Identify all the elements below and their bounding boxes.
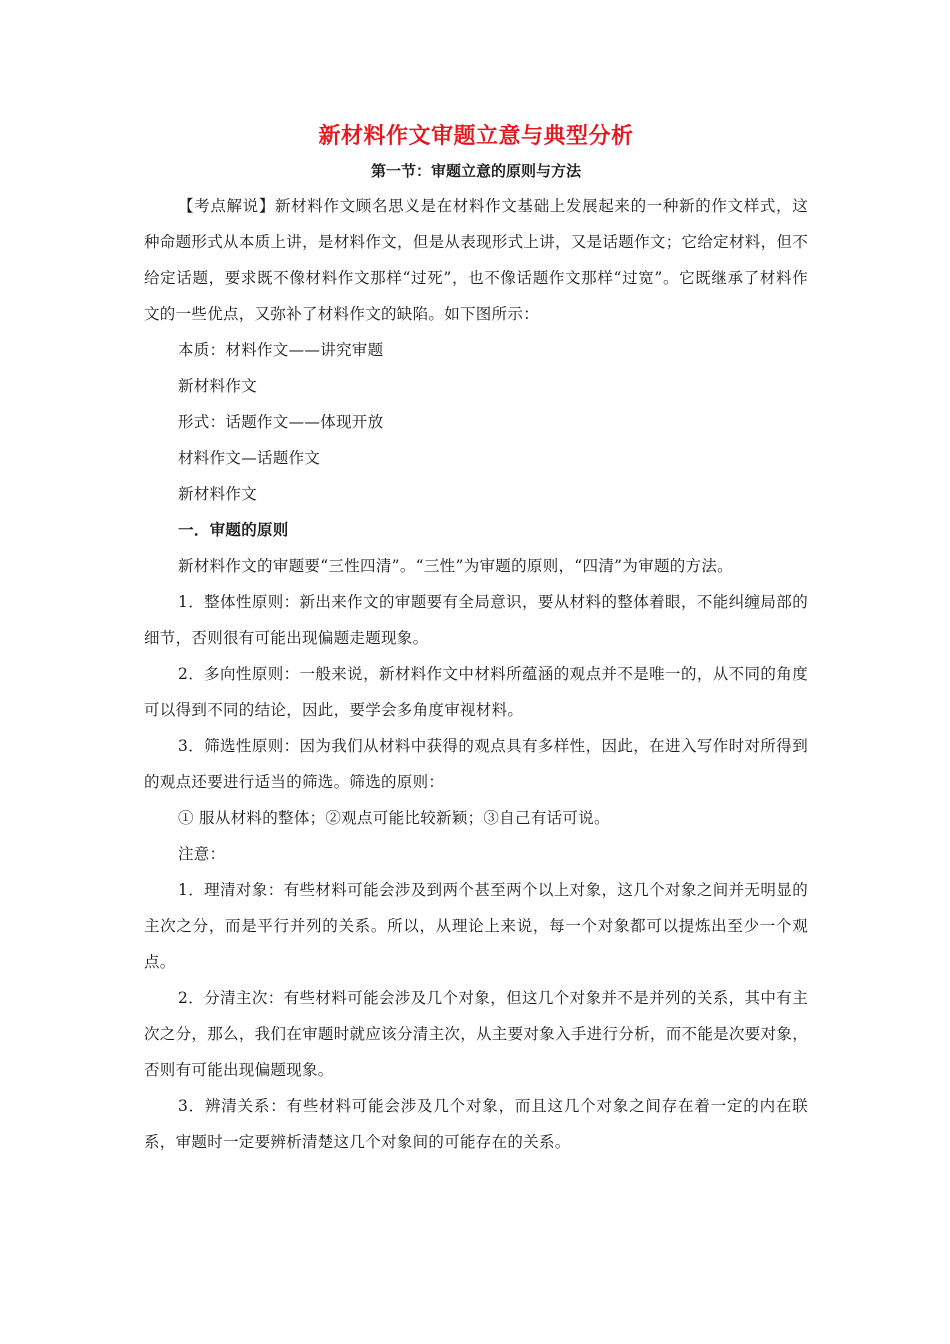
principle-item: 2．多向性原则：一般来说，新材料作文中材料所蕴涵的观点并不是唯一的，从不同的角度可以得到不同的结论，因此，要学会多角度审视材料。 (144, 665, 808, 719)
note-item: 3．辨清关系：有些材料可能会涉及几个对象，而且这几个对象之间存在着一定的内在联系，审题时一定要辨析清楚这几个对象间的可能存在的关系。 (144, 1097, 808, 1151)
note-label: 注意： (178, 845, 226, 863)
section1-intro: 新材料作文的审题要“三性四清”。“三性”为审题的原则，“四清”为审题的方法。 (178, 557, 733, 575)
principle-item: 3．筛选性原则：因为我们从材料中获得的观点具有多样性，因此，在进入写作时对所得到的观点还要进行适当的筛选。筛选的原则： (144, 737, 808, 791)
principle-criteria: ① 服从材料的整体；②观点可能比较新颖；③自己有话可说。 (178, 809, 610, 827)
intro-paragraph (144, 188, 808, 332)
principle-item: 1．整体性原则：新出来作文的审题要有全局意识，要从材料的整体着眼，不能纠缠局部的细节，否则很有可能出现偏题走题现象。 (144, 593, 808, 647)
intro-label: 【考点解说】 (178, 197, 275, 215)
diagram-line-new-material: 新材料作文 (178, 377, 258, 395)
document-title: 新材料作文审题立意与典型分析 (318, 123, 634, 149)
document-page (144, 118, 808, 1160)
section-title: 第一节：审题立意的原则与方法 (370, 162, 581, 180)
diagram-line-new-material-2: 新材料作文 (178, 485, 258, 503)
diagram-line-essence: 本质：材料作文——讲究审题 (178, 341, 384, 359)
diagram-line-form: 形式：话题作文——体现开放 (178, 413, 384, 431)
intro-text: 新材料作文顾名思义是在材料作文基础上发展起来的一种新的作文样式，这种命题形式从本质上讲，是材料作文，但是从表现形式上讲，又是话题作文；它给定材料，但不给定话题，要求既不像材料作文那样“过死”，也不像话题作文那样“过宽”。它既继承了材料作文的一些优点，又弥补了材料作文的缺陷。如下图所示： (144, 197, 808, 323)
diagram-line-material-topic: 材料作文—话题作文 (178, 449, 321, 467)
note-item: 1．理清对象：有些材料可能会涉及到两个甚至两个以上对象，这几个对象之间并无明显的主次之分，而是平行并列的关系。所以，从理论上来说，每一个对象都可以提炼出至少一个观点。 (144, 881, 808, 971)
note-item: 2．分清主次：有些材料可能会涉及几个对象，但这几个对象并不是并列的关系，其中有主次之分，那么，我们在审题时就应该分清主次，从主要对象入手进行分析，而不能是次要对象，否则有可能出现偏题现象。 (144, 989, 808, 1079)
section1-heading: 一．审题的原则 (178, 520, 289, 539)
